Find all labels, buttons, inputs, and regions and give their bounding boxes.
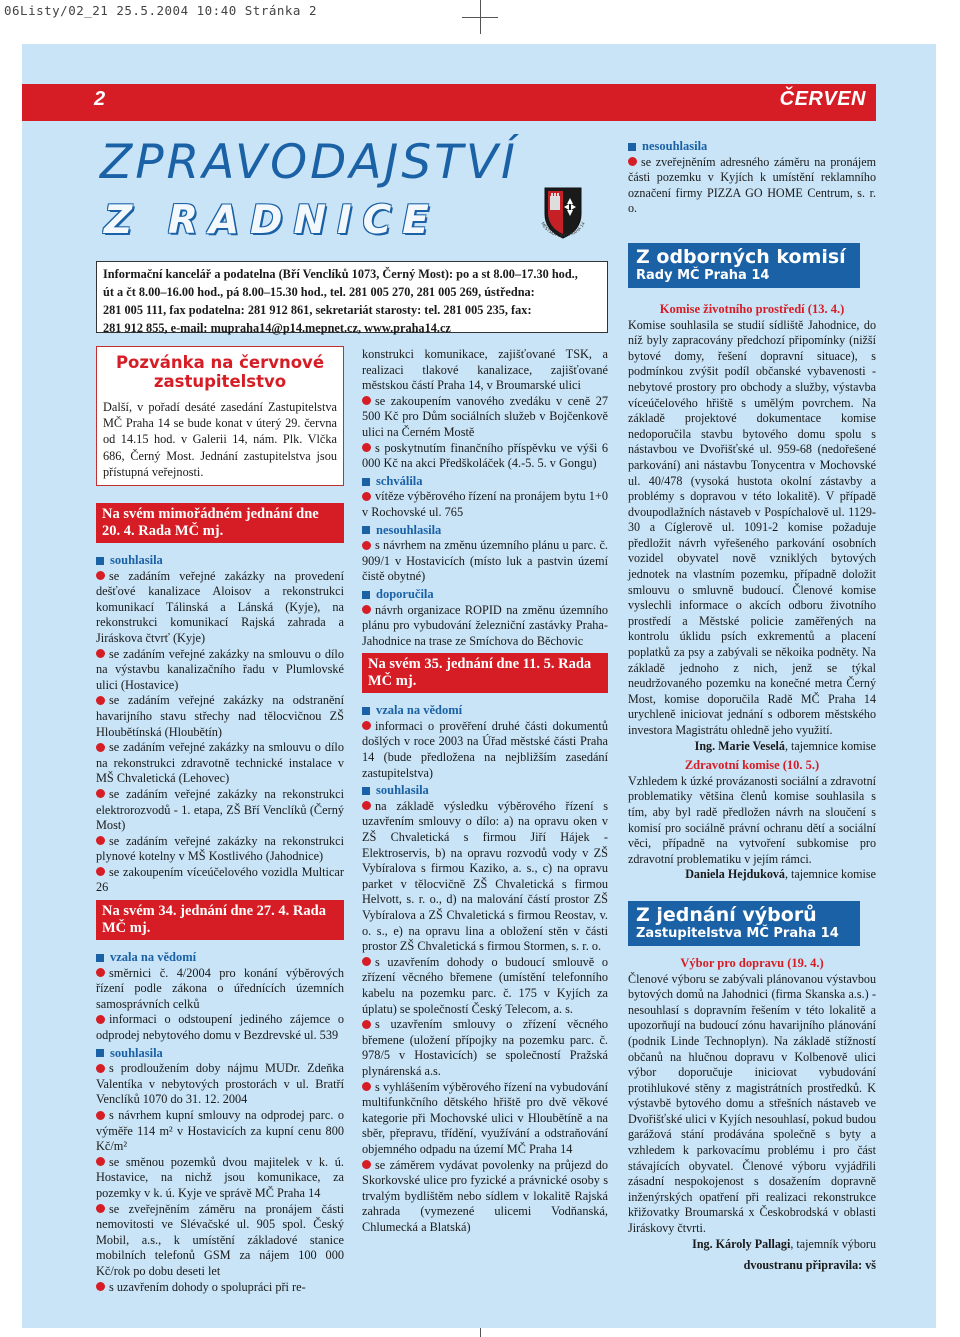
bullet-dot-icon [96,1015,105,1024]
bullet-dot-icon [362,801,371,810]
bullet-dot-icon [96,743,105,752]
municipal-emblem-icon [530,180,596,246]
list-item: se zakoupením víceúčelového vozidla Multicar 26 [96,864,344,895]
issue-month: ČERVEN [779,88,866,110]
header-bar [22,84,876,121]
column-1 [96,499,344,1295]
committees-banner [628,243,860,288]
page-number: 2 [94,88,106,110]
square-bullet-icon [96,1049,104,1057]
list-item: se zadáním veřejné zakázky na smlouvu o dílo na rekonstrukci zdravotně technické instalace v MŠ Chvaletická (Lehovec) [96,740,344,786]
square-bullet-icon [362,478,370,486]
bullet-dot-icon [96,649,105,658]
square-bullet-icon [362,787,370,795]
invitation-text: Další, v pořadí desáté zasedání Zastupitelstva MČ Praha 14 se bude konat v úterý 29. června od 14.15 hod. v Galerii 14, nám. Plk. Vlčka 686, Černý Most. Jednání zastupitelstva jsou přístupná veřejnosti. [103,400,337,479]
list-item: se zadáním veřejné zakázky na smlouvu o dílo na výstavbu kanalizačního řadu v Plumlovské ulici (Hostavice) [96,646,344,692]
list-item: se záměrem vydávat povolenky na průjezd do Skorkovské ulice pro fyzické a právnické osoby s trvalým bydlištěm nebo sídlem v lokalitě Rajská zahrada (vymezené ulicemi Vodňanská, Chlumecká a Blatská) [362,1157,608,1234]
section-header: vzala na vědomí [362,703,608,719]
bullet-dot-icon [96,696,105,705]
section-header: souhlasila [96,1046,344,1062]
signature: Ing. Marie Veselá, tajemnice komise [694,738,876,753]
square-bullet-icon [362,526,370,534]
invitation-box [96,346,344,486]
office-info-box [96,261,608,333]
list-item: na základě výsledku výběrového řízení s uzavřením smlouvy o dílo: a) na opravu oken v ZŠ Chvaletická s firmou Jiří Hájek - Elektroservis, b) na opravu rozvodů vody v ZŠ Vybíralova s firmou Kaziko, a. s., c) na opravu parket v tělocvičně ZŠ Chvaletická s firmou Helvott, s. r. o., d) na malování částí prostor ZŠ Vybíralova a ZŠ Chvaletická s firmou Reostav, v. o. s., e) na opravu lina a obložení stěn v části prostor ZŠ Chvaletická s firmou Stormen, s. r. o. [362,798,608,954]
section-header: souhlasila [362,783,608,799]
list-item: směrnici č. 4/2004 pro konání výběrových řízení podle zákona o úřednících územních samosprávních celků [96,965,344,1011]
boards-banner [628,901,860,946]
board-heading: Výbor pro dopravu (19. 4.) [680,955,824,970]
bullet-dot-icon [362,492,371,501]
section-title: ZPRAVODAJSTVÍ [100,135,518,190]
list-item: se zakoupením vanového zvedáku v ceně 27 500 Kč pro Dům sociálních služeb v Bojčenkově ulici na Černém Mostě [362,393,608,439]
column-2 [362,347,608,1235]
section-header: vzala na vědomí [96,950,344,966]
bullet-dot-icon [362,1082,371,1091]
boards-banner-title: Z jednání výborů [636,903,817,926]
list-item: se směnou pozemků dvou majitelek v k. ú. Hostavice, na nichž jsou komunikace, za pozemky v k. ú. Kyje ve správě MČ Praha 14 [96,1154,344,1200]
column-3 [628,137,876,1274]
committee-report: Komise souhlasila se studií sídliště Jahodnice, do níž byly zapracovány předchozí připomínky (nižší bytové domy, řešení dopravní situace), s podmínkou zvýšit podíl občanské vybavenosti - nebytové prostory pro obchody a služby, výstavba víceúčelového hřiště s umělým povrchem. Na základě projektové dokumentace komise nedoporučila stavbu bytového domu spolu s nástavbou ve Dvořišťské ul. 959-68 (nedořešené parkování) ani nástavbu Tonycentra v Mochovské ul. 40/478 (vysoká hustota okolní zástavby a problémy s dopravou v této lokalitě). V případě dvoupodlažních nástaveb v Pospíchalově ul. 1129-30 a Cíglerově ul. 1091-2 komise požaduje předložit návrh vyřešeného parkování osobních vozidel obyvatel nově vzniklých bytových jednotek na vlastním pozemku, případně doložit smlouvu o smluvně budoucí. Členové komise vyslechli informace o akcích odboru životního prostředí a Městské policie zaměřených na kontrolu úklidu psích exkrementů a placení poplatků za psy a zabývali se někoika podněty. Na základě jednoho z nich, jenž se týkal neudržovaného pozemku na konečné metra Černý Most, komise doporučila Radě MČ Praha 14 urychleně iniciovat jednání s odborem městského investora Magistrátu ohledně jeho využití. [628,317,876,737]
bullet-dot-icon [96,1282,105,1291]
board-report: Členové výboru se zabývali plánovanou výstavbou bytových domů na Jahodnici (firma Skanska a.s.) - nesouhlasí s dopravním řešením v této lokalitě a upozorňují na budoucí zónu havarijního plánování (podnik Linde Technoplyn). Na základě stížností občanů na hlučnou dopravu v Kolbenově ulici výbor doporučuje iniciovat vybudování protihlukové stěny z magistrátních prostředků. K výstavbě bytového domu a střešních nástaveb ve Dvořišťské ulici v Kyjích nesouhlasí, pokud budou garážová stání prodávána společně s byty a vzhledem k parkovacímu problému i pro část stávajících obyvatel. Členové výboru vyjádřili zásadní nespokojenost s dosažením dopravně inženýrských opatření při realizaci rekonstrukce křižovatky Broumarská x Českobrodská v oblasti Jiráskovy čtvrti. [628,971,876,1236]
bullet-dot-icon [628,157,637,166]
square-bullet-icon [96,557,104,565]
bullet-dot-icon [96,571,105,580]
signature: Ing. Károly Pallagi, tajemník výboru [692,1236,876,1251]
bullet-dot-icon [96,789,105,798]
bullet-dot-icon [96,1064,105,1073]
list-item: se zveřejněním adresného záměru na pronájem části pozemku v Kyjích k umístění reklamního označení firmy PIZZA GO HOME Centrum, s. r. o. [628,154,876,216]
bullet-dot-icon [96,867,105,876]
committee-report: Vzhledem k úzké provázanosti sociální a zdravotní problematiky většina členů komise souhlasila s tím, aby byl radě předložen návrh na sloučení s komisí pro sociálně právní ochranu dětí a sociální věci, případně na vytvoření subkomise pro zdravotní problematiku v jejím rámci. [628,773,876,866]
list-item: s prodloužením doby nájmu MUDr. Zdeňka Valentíka v nebytových prostorách v ul. Bratří Venclíků 1070 do 31. 12. 2004 [96,1061,344,1107]
section-header: nesouhlasila [362,523,608,539]
committee-heading: Komise životního prostředí (13. 4.) [659,301,845,316]
continued-text: konstrukci komunikace, zajišťované TSK, a realizaci tlakové kanalizace, zajišťované městskou částí Praha 14, v Broumarské ulici [362,347,608,393]
bullet-dot-icon [362,605,371,614]
bullet-dot-icon [96,1111,105,1120]
list-item: se zadáním veřejné zakázky na provedení dešťové kanalizace Aloisov a rekonstrukci komunikací Tálinská a Lánská (Kyje), na rekonstrukci komunikací Rajská zahrada a Jiráskova čtvrť (Kyje) [96,568,344,645]
committees-banner-title: Z odborných komisí [636,245,846,268]
section-header: doporučila [362,587,608,603]
boards-banner-subtitle: Zastupitelstva MČ Praha 14 [636,925,839,941]
office-info-line: út a čt 8.00–16.00 hod., pá 8.00–15.30 hod., tel. 281 005 270, 281 005 269, ústředna: [103,285,535,299]
section-subtitle: Z RADNICE [104,198,440,243]
svg-text:MĚSTSKÁ ČÁST PRAHA 14: MĚSTSKÁ ČÁST PRAHA 14 [540,221,586,239]
list-item: informaci o prověření druhé části dokumentů došlých v roce 2003 na Úřad městské části Praha 14 (bude předložena na nejbližším zasedání zastupitelstva) [362,718,608,780]
section-header: souhlasila [96,553,344,569]
bullet-dot-icon [362,721,371,730]
bullet-dot-icon [362,1020,371,1029]
bullet-dot-icon [96,1204,105,1213]
bullet-dot-icon [362,443,371,452]
section-header: nesouhlasila [628,139,876,155]
committee-heading: Zdravotní komise (10. 5.) [684,758,820,773]
signature: Daniela Hejduková, tajemnice komise [685,867,876,882]
bullet-dot-icon [96,836,105,845]
office-info-line: 281 912 855, e-mail: mupraha14@p14.mepnet.cz, www.praha14.cz [103,321,451,335]
list-item: se zadáním veřejné zakázky na odstranění havarijního stavu střechy nad tělocvičnou ZŠ Hloubětínská (Hloubětín) [96,693,344,739]
office-info-line: Informační kancelář a podatelna (Bří Venclíků 1073, Černý Most): po a st 8.00–17.30 hod., [103,267,578,281]
list-item: návrh organizace ROPID na změnu územního plánu pro vybudování železniční zastávky Praha-Jahodnice na trase ze Smíchova do Běchovic [362,602,608,648]
bullet-dot-icon [362,1160,371,1169]
print-slug: 06Listy/02_21 25.5.2004 10:40 Stránka 2 [4,3,317,18]
list-item: s návrhem na změnu územního plánu u parc. č. 909/1 v Hostavicích (místo luk a pastvin území čistě obytné) [362,538,608,584]
bullet-dot-icon [362,957,371,966]
list-item: s uzavřením dohody o spolupráci při re- [96,1280,344,1296]
list-item: informaci o odstoupení jediného zájemce o odprodej nebytového domu v Bezdrevské ul. 539 [96,1012,344,1043]
list-item: s uzavřením dohody o budoucí smlouvě o zřízení věcného břemene (umístění telefonního kabelu na pozemku parc. č. 175 v Kyjích za úplatu) se společností Český Telecom, a. s. [362,954,608,1016]
list-item: se zadáním veřejné zakázky na rekonstrukci elektrorozvodů - 1. etapa, ZŠ Bří Venclíků (Černý Most) [96,786,344,833]
square-bullet-icon [96,954,104,962]
square-bullet-icon [362,591,370,599]
section-header: schválila [362,474,608,490]
bullet-dot-icon [96,968,105,977]
square-bullet-icon [628,143,636,151]
list-item: se zveřejněním záměru na pronájem části nemovitosti ve Slévačské ul. 905 spol. Český Mobil, a.s., k umístění základové stanice mobilních telefonů GSM za nájem 100 000 Kč/rok po dobu deseti let [96,1201,344,1278]
meeting-heading: Na svém 34. jednání dne 27. 4. Rada MČ mj. [96,900,344,940]
list-item: s vyhlášením výběrového řízení na vybudování multifunkčního dětského hřiště pro dvě věkové kategorie při Mochovské ulici v Hloubětíně a na sběr, přepravu, třídění, využívání a odstraňování objemného odpadu na území MČ Praha 14 [362,1079,608,1156]
list-item: s uzavřením smlouvy o zřízení věcného břemene (uložení přípojky na pozemku parc. č. 978/5 v Hostavicích) se společností Pražská plynárenská a.s. [362,1017,608,1078]
bullet-dot-icon [362,541,371,550]
list-item: s návrhem kupní smlouvy na odprodej parc. o výměře 114 m² v Hostavicích za kupní cenu 800 Kč/m² [96,1108,344,1154]
list-item: vítěze výběrového řízení na pronájem bytu 1+0 v Rochovské ul. 765 [362,489,608,519]
prepared-by: dvoustranu připravila: vš [743,1258,876,1273]
square-bullet-icon [362,707,370,715]
list-item: se zadáním veřejné zakázky na rekonstrukci plynové kotelny v MŠ Kostlivého (Jahodnice) [96,833,344,864]
office-info-line: 281 005 111, fax podatelna: 281 912 861, sekretariát starosty: tel. 281 005 235, fax: [103,303,532,317]
meeting-heading: Na svém mimořádném jednání dne 20. 4. Rada MČ mj. [96,503,344,543]
meeting-heading: Na svém 35. jednání dne 11. 5. Rada MČ mj. [362,653,608,693]
bullet-dot-icon [96,1157,105,1166]
invitation-title: Pozvánka na červnové zastupitelstvo [115,353,325,391]
committees-banner-subtitle: Rady MČ Praha 14 [636,267,770,283]
bullet-dot-icon [362,396,371,405]
list-item: s poskytnutím finančního příspěvku ve výši 6 000 Kč na akci Předškoláček (4.-5. 5. v Gongu) [362,440,608,471]
